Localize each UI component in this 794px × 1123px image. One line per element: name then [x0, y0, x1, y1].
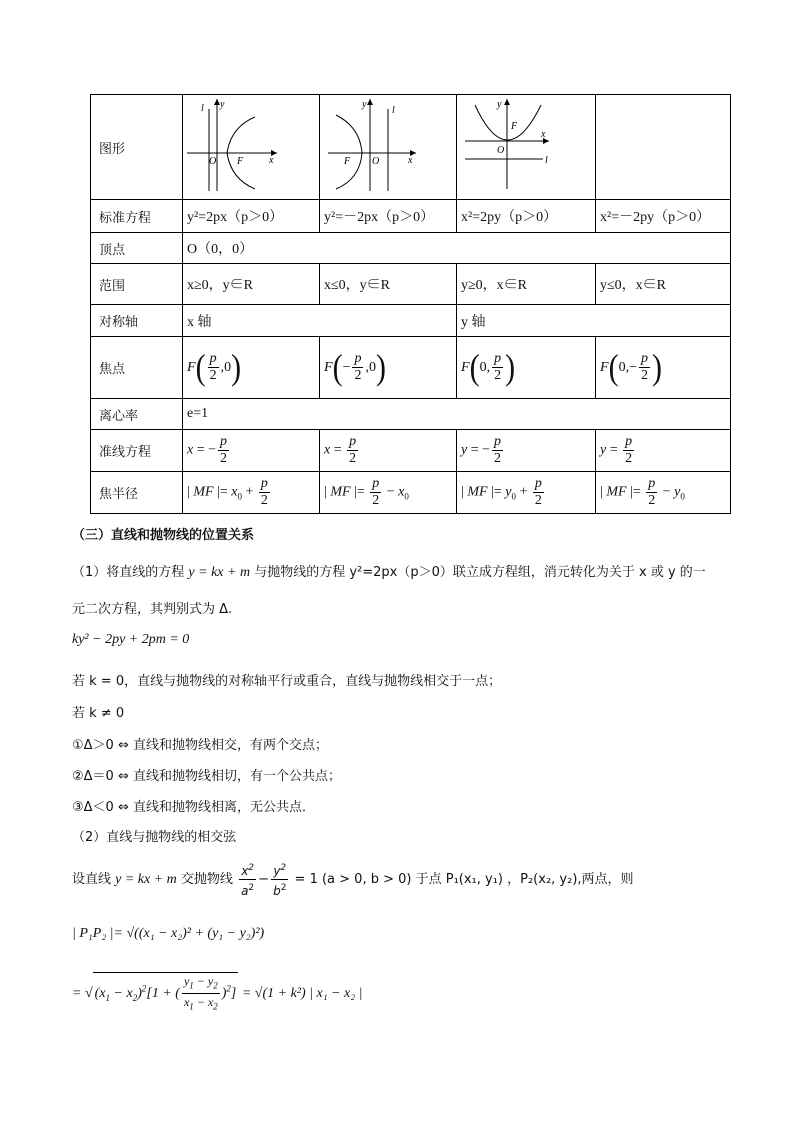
- chord-length-formula-1: | P₁P₂ |= √((x₁ − x₂)² + (y₁ − y₂)²): [72, 926, 265, 941]
- p1-b: 与抛物线的方程 y²=2px（p＞0）联立成方程组，消元转化为关于 x 或 y 的一: [250, 565, 706, 580]
- row-standard-equation: [91, 200, 731, 233]
- focus-1: F( $\frac{p}{2}$ ,0): [183, 337, 320, 399]
- symmetry-axis-y: y 轴: [457, 305, 731, 337]
- parabola-up-graph: [461, 95, 591, 195]
- focus-4: F(0,− $\frac{p}{2}$ ): [596, 337, 731, 399]
- range-1: x≥0，y∈R: [183, 264, 320, 305]
- chord-length-formula-2: = √ $(x_1 - x_2)^2[1$ + ( $\frac{y_1 - y_2}{x_1 - x_2}$ )$^2$] = √(1 + k²) | x₁ − x₂ |: [72, 972, 362, 1015]
- row-vertex: [91, 233, 731, 264]
- graph-empty-cell: [596, 95, 731, 200]
- svg-text:O: O: [209, 156, 217, 167]
- focus-3: F(0, $\frac{p}{2}$ ): [457, 337, 596, 399]
- row-header-standard-equation: 标准方程: [91, 200, 183, 233]
- parabola-right-graph: [187, 95, 315, 195]
- row-header-directrix: 准线方程: [91, 430, 183, 472]
- svg-text:x: x: [269, 155, 274, 166]
- symmetry-axis-x: x 轴: [183, 305, 457, 337]
- svg-text:F: F: [237, 156, 244, 167]
- svg-text:y: y: [362, 99, 367, 110]
- section-title: （三）直线和抛物线的位置关系: [72, 528, 255, 543]
- svg-text:x: x: [408, 155, 413, 166]
- graph-up-opening: [457, 95, 596, 200]
- row-header-focal-radius: 焦半径: [91, 472, 183, 514]
- row-header-symmetry-axis: 对称轴: [91, 305, 183, 337]
- graph-left-opening: [320, 95, 457, 200]
- paragraph-1: [72, 561, 706, 581]
- parabola-left-graph: [324, 95, 452, 195]
- p1-a: （1）将直线的方程: [72, 565, 189, 580]
- svg-text:F: F: [511, 121, 518, 132]
- case-delta-zero: ②Δ＝0 ⇔ 直线和抛物线相切，有一个公共点；: [72, 769, 341, 784]
- row-header-focus: 焦点: [91, 337, 183, 399]
- focus-2: F(− $\frac{p}{2}$ ,0): [320, 337, 457, 399]
- range-2: x≤0，y∈R: [320, 264, 457, 305]
- p1-equation: y = kx + m: [188, 565, 251, 580]
- directrix-2: x = $\frac{p}{2}$: [320, 430, 457, 472]
- row-header-vertex: 顶点: [91, 233, 183, 264]
- std-eq-2: y²=－2px（p＞0）: [320, 200, 457, 233]
- svg-text:l: l: [392, 105, 395, 116]
- directrix-4: y = $\frac{p}{2}$: [596, 430, 731, 472]
- focal-radius-4: | MF |= $\frac{p}{2}$ − $y_0$: [596, 472, 731, 514]
- directrix-3: y = − $\frac{p}{2}$: [457, 430, 596, 472]
- focal-radius-3: | MF |= $y_0$ + $\frac{p}{2}$: [457, 472, 596, 514]
- directrix-1: x = − $\frac{p}{2}$: [183, 430, 320, 472]
- row-range: [91, 264, 731, 305]
- focal-radius-2: | MF |= $\frac{p}{2}$ − $x_0$: [320, 472, 457, 514]
- case-delta-positive: ①Δ＞0 ⇔ 直线和抛物线相交，有两个交点；: [72, 738, 328, 753]
- row-graph: [91, 95, 731, 200]
- quadratic-equation: ky² − 2py + 2pm = 0: [72, 632, 190, 647]
- svg-text:O: O: [497, 145, 505, 156]
- row-focus: [91, 337, 731, 399]
- svg-text:x: x: [541, 129, 546, 140]
- std-eq-3: x²=2py（p＞0）: [457, 200, 596, 233]
- paragraph-1-cont: 元二次方程，其判别式为 Δ.: [72, 602, 233, 617]
- graph-right-opening: [183, 95, 320, 200]
- focal-radius-1: | MF |= $x_0$ + $\frac{p}{2}$: [183, 472, 320, 514]
- range-4: y≤0，x∈R: [596, 264, 731, 305]
- subsection-chord: （2）直线与抛物线的相交弦: [72, 830, 237, 845]
- vertex-value: O（0，0）: [183, 233, 731, 264]
- std-eq-4: x²=－2py（p＞0）: [596, 200, 731, 233]
- svg-text:y: y: [497, 99, 502, 110]
- fraction-y2-b2: $\frac{y^2}{b^2}$: [271, 860, 288, 899]
- chord2-tail: = √(1 + k²) | x₁ − x₂ |: [241, 986, 363, 1002]
- row-focal-radius: [91, 472, 731, 514]
- chord-setup: 设直线 y = kx + m 交抛物线 $\frac{x^2}{a^2}$ − $\frac{y^2}{b^2}$ = 1 (a > 0, b > 0) 于点 P₁(x₁, y₁) ，P₂(x₂, y₂),两点，则: [72, 860, 634, 899]
- set-c: = 1 (a > 0, b > 0) 于点 P₁(x₁, y₁) ，P₂(x₂, y₂),两点，则: [290, 872, 634, 887]
- set-b: 交抛物线: [176, 872, 238, 887]
- eccentricity-value: e=1: [183, 399, 731, 430]
- range-3: y≥0，x∈R: [457, 264, 596, 305]
- parabola-properties-table: [90, 94, 731, 514]
- svg-text:O: O: [372, 156, 380, 167]
- fraction-x2-a2: $\frac{x^2}{a^2}$: [239, 860, 256, 899]
- svg-text:y: y: [220, 99, 225, 110]
- row-directrix: [91, 430, 731, 472]
- row-eccentricity: [91, 399, 731, 430]
- svg-text:l: l: [545, 155, 548, 166]
- svg-text:l: l: [201, 103, 204, 114]
- row-header-eccentricity: 离心率: [91, 399, 183, 430]
- case-delta-negative: ③Δ＜0 ⇔ 直线和抛物线相离，无公共点．: [72, 800, 315, 815]
- set-equation: y = kx + m: [115, 872, 177, 887]
- case-k-nonzero: 若 k ≠ 0: [72, 706, 125, 721]
- row-symmetry-axis: [91, 305, 731, 337]
- set-a: 设直线: [72, 872, 116, 887]
- row-header-graph: 图形: [91, 95, 183, 200]
- svg-text:F: F: [344, 156, 351, 167]
- row-header-range: 范围: [91, 264, 183, 305]
- case-k-zero: 若 k = 0，直线与抛物线的对称轴平行或重合，直线与抛物线相交于一点；: [72, 674, 502, 689]
- std-eq-1: y²=2px（p＞0）: [183, 200, 320, 233]
